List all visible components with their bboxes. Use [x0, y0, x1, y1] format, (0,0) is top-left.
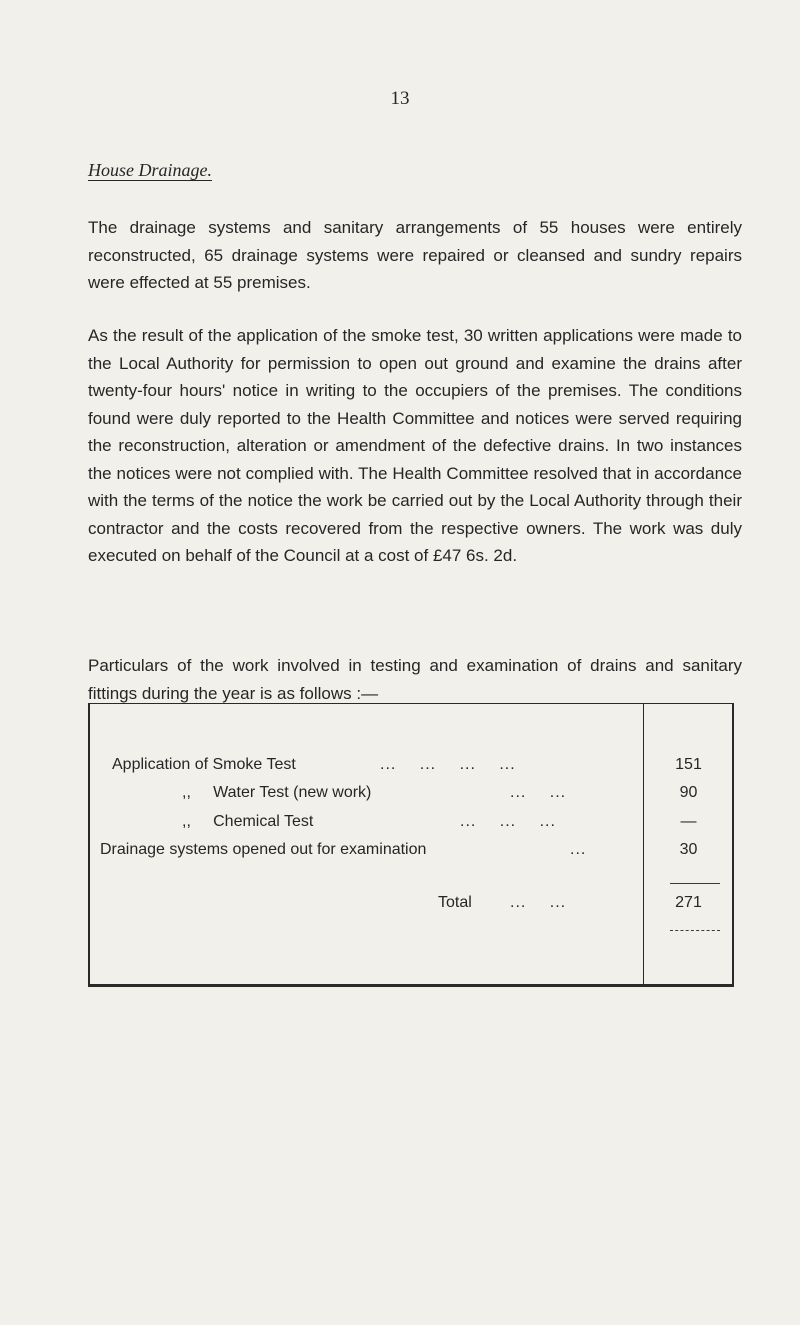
table-row [90, 841, 732, 865]
section-heading: House Drainage. [88, 160, 212, 180]
row-value: — [680, 813, 697, 830]
paragraph-drainage-summary: The drainage systems and sanitary arrangements of 55 houses were entirely reconstructed, 65 drainage systems were repaired or cleansed and sundry repairs were effected at 55 premises. [88, 218, 742, 292]
page-number: 13 [390, 88, 410, 109]
total-leader-dots: ... ... [510, 894, 567, 911]
row-label: Drainage systems opened out for examination [100, 841, 427, 858]
row-value: 90 [679, 784, 698, 801]
row-value: 30 [679, 841, 698, 858]
row-leader-dots: ... [570, 841, 587, 858]
row-label: ,, Chemical Test [182, 813, 314, 830]
particulars-table [88, 703, 734, 987]
total-value: 271 [675, 894, 702, 911]
total-rule [670, 930, 720, 931]
table-row [90, 756, 732, 780]
row-leader-dots: ... ... ... [460, 813, 556, 830]
table-row [90, 813, 732, 837]
paragraph-particulars-intro: Particulars of the work involved in testing and examination of drains and sanitary fittings during the year is as follows :— [88, 656, 742, 703]
table-row [90, 784, 732, 808]
row-label: Application of Smoke Test [112, 756, 296, 773]
row-leader-dots: ... ... ... ... [380, 756, 516, 773]
paragraph-smoke-test: As the result of the application of the smoke test, 30 written applications were made to the Local Authority for permission to open out ground and examine the drains after twenty-four hours' notice in writing to the occupiers of the premises. The conditions found were duly reported to the Health Committee and notices were served requiring the reconstruction, alteration or amendment of the defective drains. In two instances the notices were not complied with. The Health Committee resolved that in accordance with the terms of the notice the work be carried out by the Local Authority through their contractor and the costs recovered from the respective owners. The work was duly executed on behalf of the Council at a cost of £47 6s. 2d. [88, 326, 742, 565]
subtotal-rule [670, 883, 720, 884]
total-label: Total [438, 894, 472, 911]
row-leader-dots: ... ... [510, 784, 567, 801]
row-label: ,, Water Test (new work) [182, 784, 372, 801]
row-value: 151 [675, 756, 702, 773]
table-total-row [90, 894, 732, 918]
